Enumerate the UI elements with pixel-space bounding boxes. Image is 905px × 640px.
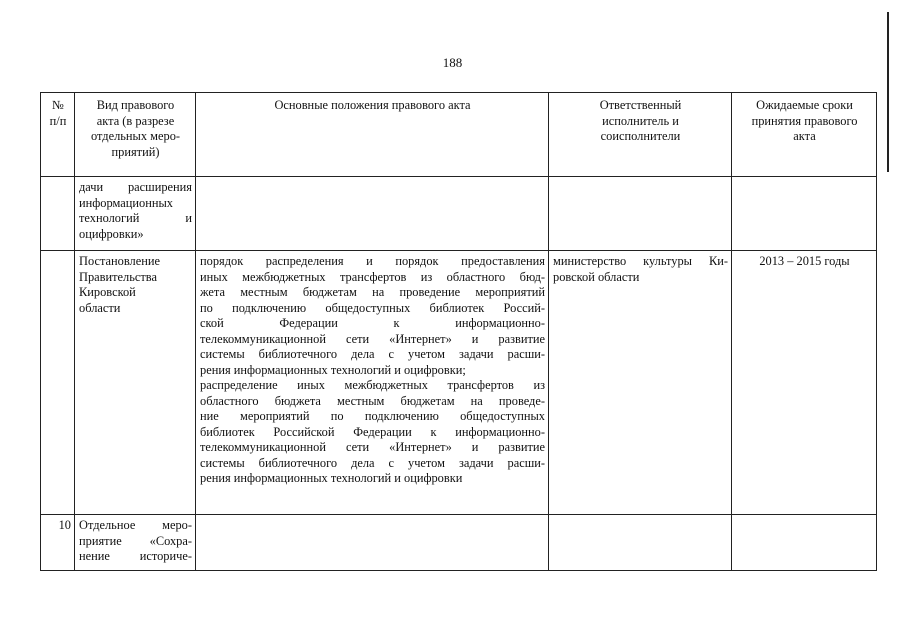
cell-responsible [549,177,732,251]
cell-provisions: порядок распределения и порядок предоставления иных межбюджетных трансфертов из областного бюд- жета местным бюджетам на проведение мероприятий по подключению общедоступных библиотек Россий- ской Федерации к информационно- телекоммуникационной сети «Интернет» и развитие системы библиотечного дела с учетом задачи расши- рения информационных технологий и оцифровки; распределение иных межбюджетных трансфертов из областного бюджета местным бюджетам на проведе- ние мероприятий по подключению общедоступных библиотек Российской Федерации к информационно- телекоммуникационной сети «Интернет» и развитие системы библиотечного дела с учетом задачи расши- рения информационных технологий и оцифровки [196,251,549,515]
cell-act-type: дачи расширения информационных технологий и оцифровки» [75,177,196,251]
cell-responsible: министерство культуры Ки- ровской области [549,251,732,515]
cell-number [41,251,75,515]
cell-terms: 2013 – 2015 годы [732,251,877,515]
page-number: 188 [442,55,463,70]
cell-number: 10 [41,515,75,571]
legal-acts-table [40,92,877,571]
header-responsible: Ответственный исполнитель и соисполнители [549,93,732,177]
cell-number [41,177,75,251]
cell-terms [732,515,877,571]
header-terms: Ожидаемые сроки принятия правового акта [732,93,877,177]
cell-responsible [549,515,732,571]
header-act-type: Вид правового акта (в разрезе отдельных меро- приятий) [75,93,196,177]
cell-act-type: Отдельное меро- приятие «Сохра- нение историче- [75,515,196,571]
header-number: № п/п [41,93,75,177]
table-header-row [41,93,877,177]
table-row-continuation [41,177,877,251]
cell-provisions [196,177,549,251]
cell-provisions [196,515,549,571]
table-row-resolution [41,251,877,515]
header-provisions: Основные положения правового акта [196,93,549,177]
scan-edge-line [887,12,889,172]
cell-act-type: Постановление Правительства Кировской области [75,251,196,515]
table-row-10 [41,515,877,571]
cell-terms [732,177,877,251]
